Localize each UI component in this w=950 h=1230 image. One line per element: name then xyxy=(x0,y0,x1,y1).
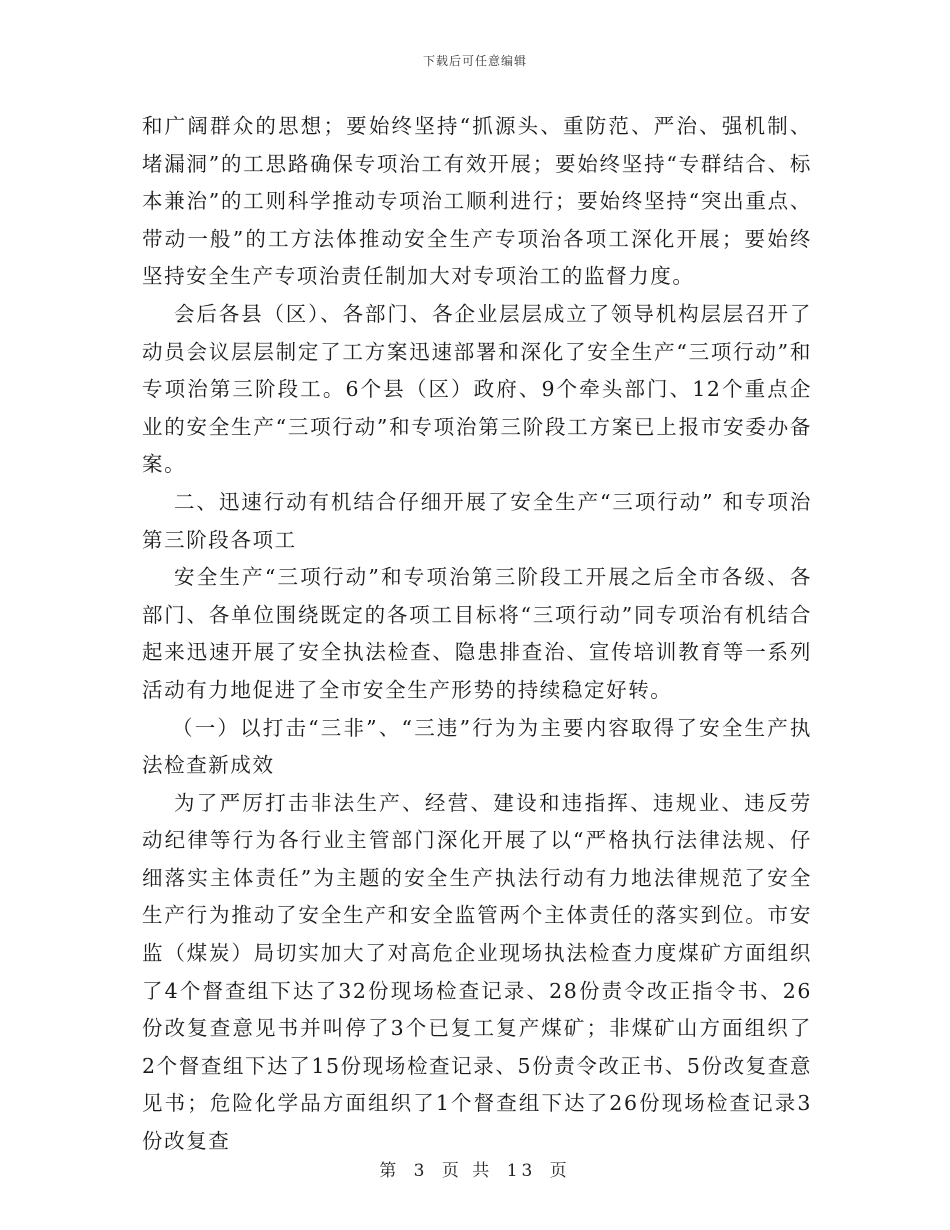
page-label-prefix: 第 xyxy=(379,1161,401,1181)
page-current: 3 xyxy=(413,1161,429,1181)
paragraph-4: 为了严厉打击非法生产、经营、建设和违指挥、违规业、违反劳动纪律等行为各行业主管部门深化开展了以“严格执行法律法规、仔细落实主体责任”为主题的安全生产执法行动有力地法律规范了安全生产行为推动了安全生产和安全监管两个主体责任的落实到位。市安监（煤炭）局切实加大了对高危企业现场执法检查力度煤矿方面组织了4个督查组下达了32份现场检查记录、28份责令改正指令书、26份改复查意见书并叫停了3个已复工复产煤矿；非煤矿山方面组织了2个督查组下达了15份现场检查记录、5份责令改正书、5份改复查意见书；危险化学品方面组织了1个督查组下达了26份现场检查记录3份改复查 xyxy=(142,790,812,1154)
document-body xyxy=(142,108,812,1161)
page-label-mid: 页 共 xyxy=(441,1161,494,1181)
subsection-heading-1: （一）以打击“三非”、“三违”行为为主要内容取得了安全生产执法检查新成效 xyxy=(142,715,812,778)
page-total: 13 xyxy=(506,1161,537,1181)
paragraph-1: 和广阔群众的思想；要始终坚持“抓源头、重防范、严治、强机制、堵漏洞”的工思路确保专项治工有效开展；要始终坚持“专群结合、标本兼治”的工则科学推动专项治工顺利进行；要始终坚持“突出重点、带动一般”的工方法体推动安全生产专项治各项工深化开展；要始终坚持安全生产专项治责任制加大对专项治工的监督力度。 xyxy=(142,114,812,289)
paragraph-2: 会后各县（区）、各部门、各企业层层成立了领导机构层层召开了动员会议层层制定了工方案迅速部署和深化了安全生产“三项行动”和专项治第三阶段工。6个县（区）政府、9个牵头部门、12个重点企业的安全生产“三项行动”和专项治第三阶段工方案已上报市安委办备案。 xyxy=(142,301,812,477)
page-label-suffix: 页 xyxy=(549,1161,571,1181)
paragraph-3: 安全生产“三项行动”和专项治第三阶段工开展之后全市各级、各部门、各单位围绕既定的各项工目标将“三项行动”同专项治有机结合起来迅速开展了安全执法检查、隐患排查治、宣传培训教育等一系列活动有力地促进了全市安全生产形势的持续稳定好转。 xyxy=(142,565,812,702)
page-header: 下载后可任意编辑 xyxy=(422,54,527,68)
section-heading-2: 二、迅速行动有机结合仔细开展了安全生产“三项行动” 和专项治第三阶段各项工 xyxy=(142,489,812,552)
page-footer xyxy=(0,1156,950,1181)
